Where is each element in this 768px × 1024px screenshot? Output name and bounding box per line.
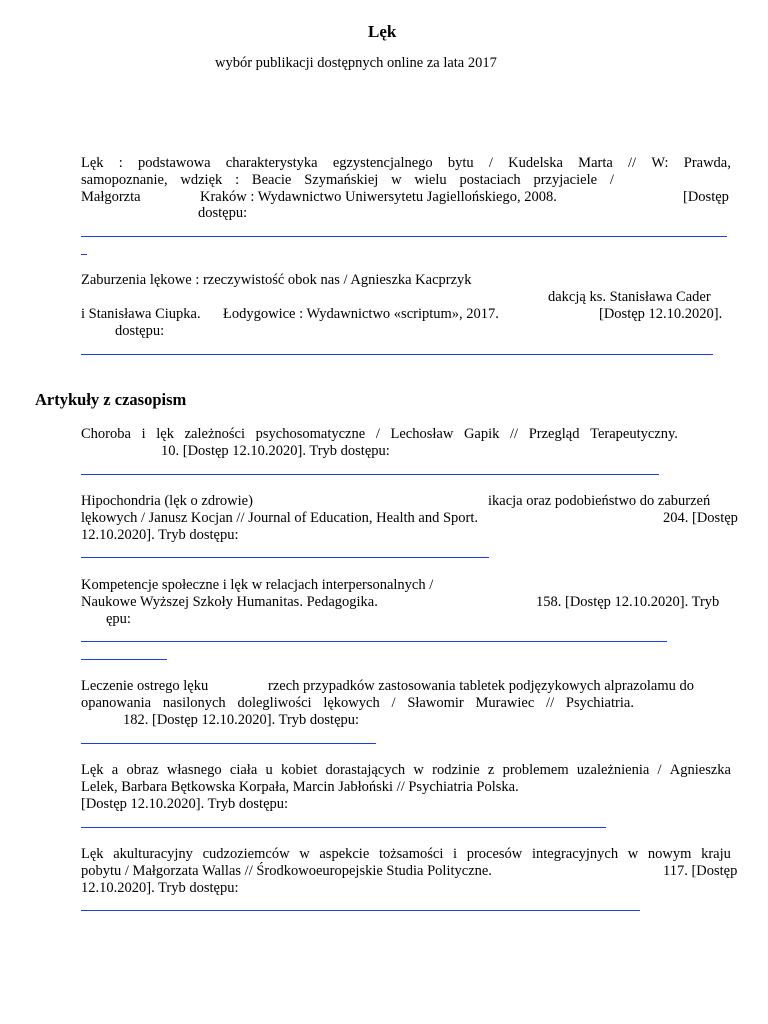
word: Lęk [81, 846, 104, 862]
word: postaciach [459, 172, 521, 188]
document-title: Lęk [368, 22, 397, 41]
word: a [111, 762, 119, 778]
word: Lechosław [390, 426, 454, 442]
word: w [391, 172, 402, 188]
article-5-link[interactable] [81, 827, 606, 828]
book-1-line-3a: Małgorzta [81, 189, 141, 205]
word: procesów [466, 846, 523, 862]
article-2-line-3: 12.10.2020]. Tryb dostępu: [81, 527, 239, 543]
article-3-link-tail[interactable] [81, 659, 167, 660]
article-5-line-2: Lelek, Barbara Bętkowska Korpała, Marcin Jabłoński // Psychiatria Polska. [81, 779, 519, 795]
word: Prawda, [683, 155, 731, 171]
word: aspekcie [319, 846, 370, 862]
article-3-line-2b: 158. [Dostęp 12.10.2020]. Tryb [536, 594, 720, 610]
book-1-line-3b: Kraków : Wydawnictwo Uniwersytetu Jagiellońskiego, 2008. [200, 189, 557, 205]
book-1-line-1 [81, 155, 731, 172]
book-1-link-tail[interactable] [81, 254, 87, 255]
word: kraju [701, 846, 731, 862]
word: Szymańskiej [304, 172, 379, 188]
article-1-line-2: 10. [Dostęp 12.10.2020]. Tryb dostępu: [161, 443, 390, 459]
word: // [510, 426, 519, 442]
article-3-line-2a: Naukowe Wyższej Szkoły Humanitas. Pedagogika. [81, 594, 378, 610]
word: Sławomir [407, 695, 464, 711]
article-4-line-1a: Leczenie ostrego lęku [81, 678, 209, 694]
word: własnego [166, 762, 222, 778]
word: samopoznanie, [81, 172, 168, 188]
word: Psychiatria. [565, 695, 634, 711]
word: charakterystyka [225, 155, 318, 171]
word: egzystencjalnego [332, 155, 433, 171]
word: Choroba [81, 426, 131, 442]
word: w [627, 846, 639, 862]
word: / [609, 172, 614, 188]
section-heading: Artykuły z czasopism [35, 390, 187, 409]
word: bytu [447, 155, 474, 171]
book-1-line-4: dostępu: [198, 205, 248, 221]
word: nowym [647, 846, 692, 862]
word: w [299, 846, 310, 862]
word: dorastających [325, 762, 406, 778]
word: // [546, 695, 555, 711]
word: dolegliwości [237, 695, 312, 711]
word: / [375, 426, 380, 442]
article-1-link[interactable] [81, 474, 659, 475]
word: uzależnienia [576, 762, 650, 778]
word: i [453, 846, 458, 862]
article-6-line-3: 12.10.2020]. Tryb dostępu: [81, 880, 239, 896]
article-4-line-1b: rzech przypadków zastosowania tabletek podjęzykowych alprazolamu do [268, 678, 694, 694]
article-6-line-1 [81, 846, 731, 863]
article-4-link[interactable] [81, 743, 376, 744]
word: : [118, 155, 123, 171]
word: obraz [126, 762, 159, 778]
word: nasilonych [162, 695, 226, 711]
book-2-line-4: dostępu: [115, 323, 165, 339]
article-2-line-1b: ikacja oraz podobieństwo do zaburzeń [488, 493, 711, 509]
article-6-line-2b: 117. [Dostęp [663, 863, 738, 879]
word: W: [651, 155, 669, 171]
word: rodzinie [432, 762, 480, 778]
word: / [657, 762, 662, 778]
article-3-link[interactable] [81, 641, 667, 642]
word: Lęk [81, 155, 104, 171]
word: lękowych [323, 695, 380, 711]
word: Lęk [81, 762, 104, 778]
article-5-line-3: [Dostęp 12.10.2020]. Tryb dostępu: [81, 796, 289, 812]
word: Marta [578, 155, 613, 171]
word: przyjaciele [533, 172, 598, 188]
word: opanowania [81, 695, 152, 711]
word: Murawiec [475, 695, 535, 711]
word: wdzięk [180, 172, 223, 188]
word: cudzoziemców [202, 846, 290, 862]
book-1-link[interactable] [81, 236, 727, 237]
document-subtitle: wybór publikacji dostępnych online za lata 2017 [215, 55, 497, 71]
word: : [235, 172, 240, 188]
article-6-line-2a: pobytu / Małgorzata Wallas // Środkowoeuropejskie Studia Polityczne. [81, 863, 492, 879]
book-1-line-3c: [Dostęp [683, 189, 729, 205]
book-1-line-2 [81, 172, 614, 189]
article-2-link[interactable] [81, 557, 489, 558]
word: Gapik [463, 426, 500, 442]
word: problemem [502, 762, 569, 778]
article-2-line-2a: lękowych / Janusz Kocjan // Journal of Education, Health and Sport. [81, 510, 479, 526]
word: Agnieszka [669, 762, 731, 778]
book-2-line-2: dakcją ks. Stanisława Cader [548, 289, 711, 305]
word: / [488, 155, 493, 171]
word: Terapeutyczny. [590, 426, 678, 442]
book-2-link[interactable] [81, 354, 713, 355]
article-3-line-3: ępu: [106, 611, 131, 627]
word: w [413, 762, 424, 778]
word: kobiet [280, 762, 318, 778]
word: wielu [414, 172, 447, 188]
article-1-line-1 [81, 426, 678, 443]
word: psychosomatyczne [255, 426, 366, 442]
word: integracyjnych [531, 846, 619, 862]
article-3-line-1: Kompetencje społeczne i lęk w relacjach interpersonalnych / [81, 577, 434, 593]
word: Beacie [251, 172, 292, 188]
word: i [141, 426, 146, 442]
article-4-line-3: 182. [Dostęp 12.10.2020]. Tryb dostępu: [123, 712, 360, 728]
article-2-line-2b: 204. [Dostęp [663, 510, 738, 526]
word: podstawowa [138, 155, 211, 171]
book-2-line-1: Zaburzenia lękowe : rzeczywistość obok nas / Agnieszka Kacprzyk [81, 272, 472, 288]
article-4-line-2 [81, 695, 634, 712]
book-2-line-3c: [Dostęp 12.10.2020]. [599, 306, 723, 322]
article-2-line-1a: Hipochondria (lęk o zdrowie) [81, 493, 253, 509]
word: / [391, 695, 396, 711]
word: Kudelska [508, 155, 563, 171]
word: ciała [229, 762, 258, 778]
article-6-link[interactable] [81, 910, 640, 911]
word: z [487, 762, 495, 778]
word: akulturacyjny [113, 846, 193, 862]
word: u [265, 762, 273, 778]
book-2-line-3a: i Stanisława Ciupka. [81, 306, 201, 322]
word: zależności [184, 426, 245, 442]
word: tożsamości [378, 846, 444, 862]
word: // [628, 155, 637, 171]
book-2-line-3b: Łodygowice : Wydawnictwo «scriptum», 2017. [223, 306, 499, 322]
word: Przegląd [528, 426, 580, 442]
article-5-line-1 [81, 762, 731, 779]
word: lęk [156, 426, 174, 442]
